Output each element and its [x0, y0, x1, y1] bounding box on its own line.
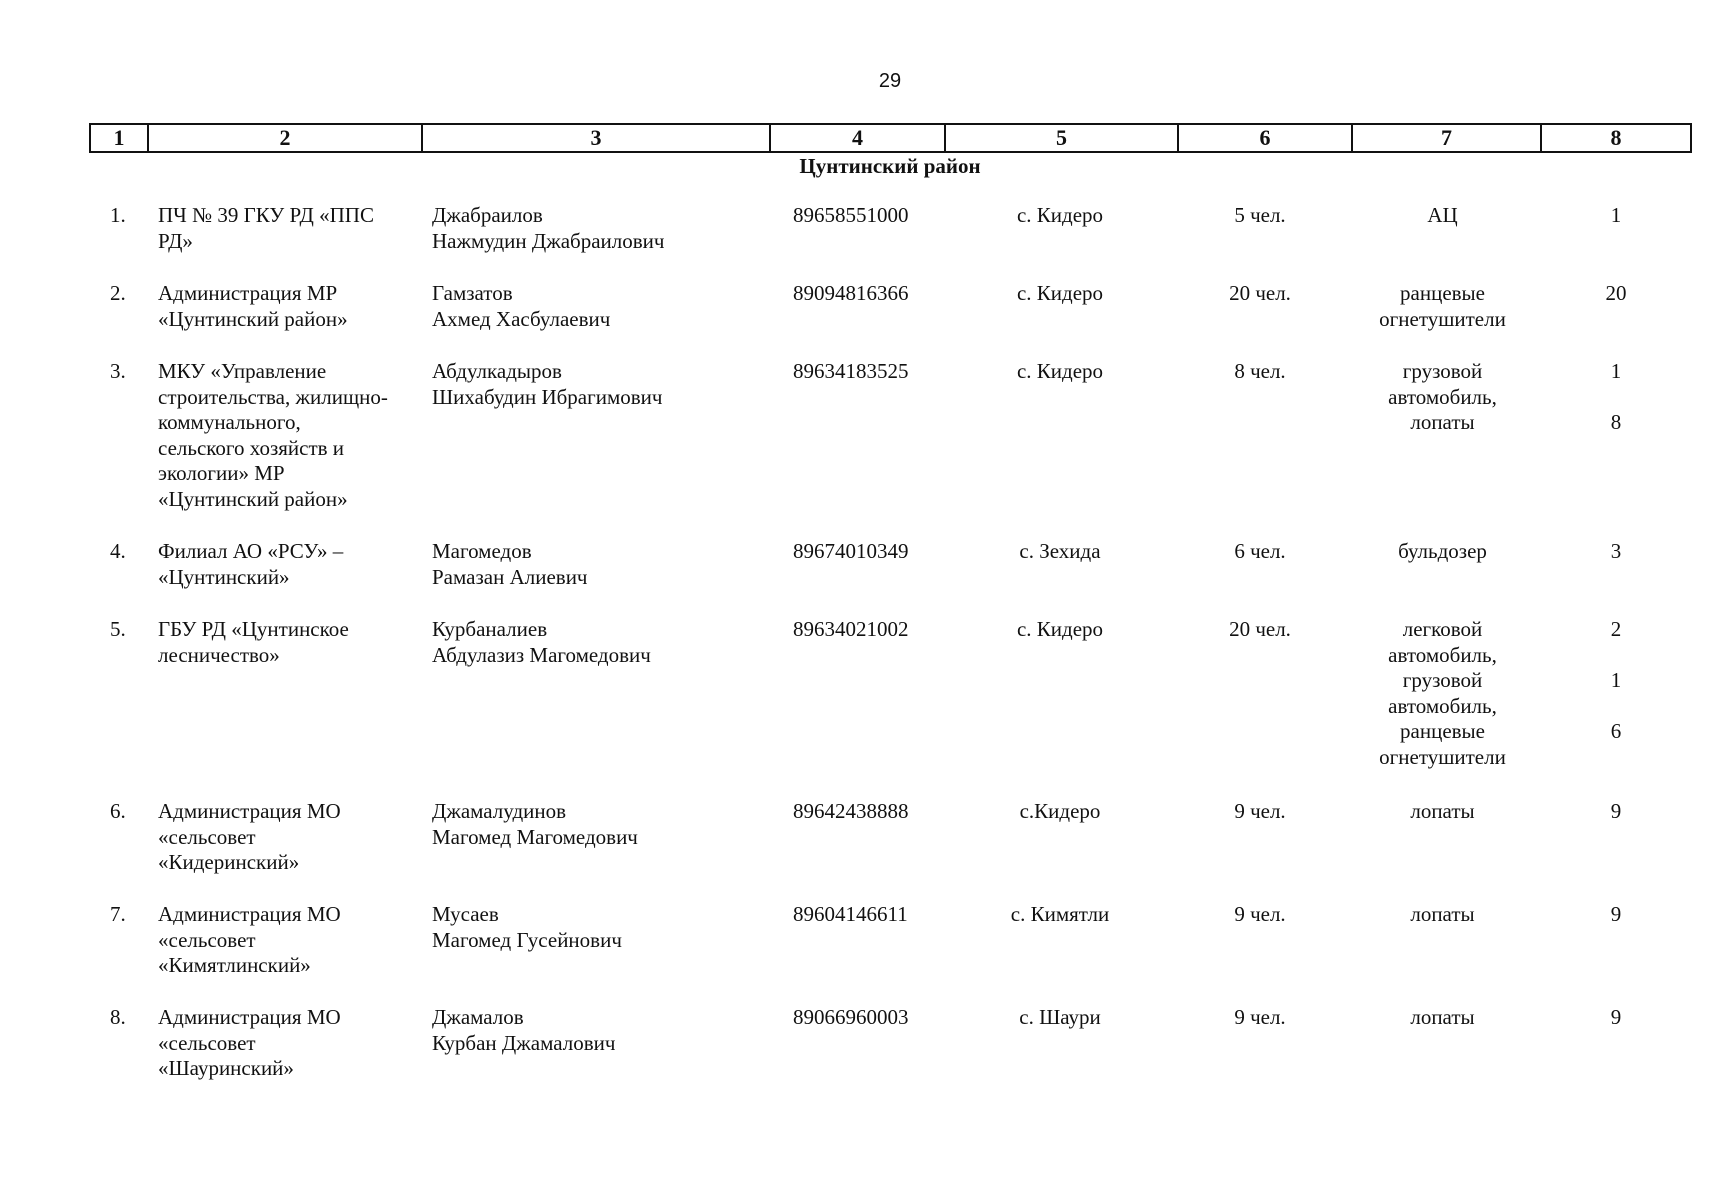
equipment-quantity-line: [1586, 385, 1646, 411]
phone-number: 89674010349: [793, 539, 909, 563]
equipment-quantity-line: 6: [1610, 719, 1622, 743]
header-col-1: 1: [90, 124, 148, 152]
organization-name: [158, 1005, 413, 1082]
responsible-person-line: Мусаев: [432, 902, 499, 926]
header-col-5: 5: [945, 124, 1178, 152]
phone-number: 89066960003: [793, 1005, 909, 1029]
organization-name: [158, 799, 413, 876]
responsible-person-line: Абдулкадыров: [432, 359, 562, 383]
organization-name-line: Администрация МО: [158, 1005, 341, 1029]
organization-name-line: РД»: [158, 228, 193, 253]
equipment-line: легковой: [1402, 617, 1483, 641]
location: с. Кидеро: [1016, 359, 1104, 383]
organization-name-line: ГБУ РД «Цунтинское: [158, 617, 349, 641]
row-number: 5.: [110, 617, 126, 641]
equipment-line: автомобиль,: [1388, 693, 1497, 718]
header-col-7: 7: [1352, 124, 1541, 152]
equipment-quantity: [1586, 1005, 1646, 1031]
location: с. Кидеро: [1016, 617, 1104, 641]
responsible-person: [432, 203, 732, 254]
phone-number: 89658551000: [793, 203, 909, 227]
organization-name: [158, 617, 413, 668]
responsible-person: [432, 1005, 732, 1056]
location: с. Зехида: [1019, 539, 1101, 563]
responsible-person-line: Шихабудин Ибрагимович: [432, 384, 663, 409]
header-col-6: 6: [1178, 124, 1352, 152]
equipment: [1340, 203, 1545, 229]
row-number: 8.: [110, 1005, 126, 1029]
location: с. Кидеро: [1016, 203, 1104, 227]
equipment: [1340, 359, 1545, 436]
equipment: [1340, 902, 1545, 928]
equipment-quantity-line: 9: [1610, 799, 1622, 823]
organization-name-line: экологии» МР: [158, 461, 285, 485]
responsible-person: [432, 902, 732, 953]
header-col-8: 8: [1541, 124, 1691, 152]
equipment-quantity-line: [1586, 694, 1646, 720]
equipment-quantity-line: [1586, 643, 1646, 669]
organization-name: [158, 359, 413, 512]
responsible-person-line: Гамзатов: [432, 281, 513, 305]
equipment-quantity-line: 3: [1610, 539, 1622, 563]
equipment-quantity-line: [1586, 745, 1646, 771]
organization-name-line: МКУ «Управление: [158, 359, 327, 383]
organization-name-line: «сельсовет: [158, 1030, 256, 1055]
personnel-count: 9 чел.: [1234, 799, 1286, 823]
organization-name: [158, 203, 413, 254]
page-number: 29: [878, 70, 902, 92]
responsible-person-line: Магомед Гусейнович: [432, 927, 622, 952]
organization-name-line: Администрация МР: [158, 281, 338, 305]
organization-name-line: строительства, жилищно-: [158, 384, 388, 409]
equipment-line: огнетушители: [1379, 306, 1506, 331]
equipment-quantity: [1586, 539, 1646, 565]
organization-name-line: «Кимятлинский»: [158, 953, 311, 977]
equipment-quantity: [1586, 203, 1646, 229]
organization-name: [158, 902, 413, 979]
phone-number: 89634183525: [793, 359, 909, 383]
equipment-quantity-line: 9: [1610, 1005, 1622, 1029]
header-col-4: 4: [770, 124, 945, 152]
equipment-quantity-line: 2: [1610, 617, 1622, 641]
equipment-line: автомобиль,: [1388, 642, 1497, 667]
equipment-line: автомобиль,: [1388, 384, 1497, 409]
organization-name-line: лесничество»: [158, 642, 280, 667]
personnel-count: 20 чел.: [1229, 281, 1291, 305]
equipment-quantity-line: 9: [1610, 902, 1622, 926]
responsible-person-line: Ахмед Хасбулаевич: [432, 306, 611, 331]
organization-name-line: «Шауринский»: [158, 1056, 294, 1080]
organization-name-line: ПЧ № 39 ГКУ РД «ППС: [158, 203, 374, 227]
row-number: 4.: [110, 539, 126, 563]
organization-name-line: Администрация МО: [158, 902, 341, 926]
equipment-line: лопаты: [1410, 799, 1475, 823]
row-number: 2.: [110, 281, 126, 305]
organization-name: [158, 539, 413, 590]
phone-number: 89094816366: [793, 281, 909, 305]
equipment: [1340, 281, 1545, 332]
location: с. Кидеро: [1016, 281, 1104, 305]
column-number-header: [89, 123, 1692, 153]
row-number: 7.: [110, 902, 126, 926]
equipment-line: АЦ: [1427, 203, 1458, 227]
responsible-person-line: Джамалудинов: [432, 799, 567, 823]
responsible-person-line: Курбан Джамалович: [432, 1030, 616, 1055]
responsible-person-line: Магомедов: [432, 539, 532, 563]
equipment-quantity: [1586, 902, 1646, 928]
responsible-person-line: Нажмудин Джабраилович: [432, 228, 665, 253]
equipment: [1340, 799, 1545, 825]
equipment: [1340, 617, 1545, 770]
responsible-person: [432, 281, 732, 332]
equipment-line: грузовой: [1402, 668, 1483, 692]
row-number: 3.: [110, 359, 126, 383]
equipment-line: лопаты: [1410, 902, 1475, 926]
equipment-quantity-line: 1: [1610, 668, 1622, 692]
responsible-person: [432, 799, 732, 850]
equipment-line: грузовой: [1402, 359, 1483, 383]
equipment-quantity: [1586, 281, 1646, 307]
organization-name-line: «Кидеринский»: [158, 850, 300, 874]
equipment-line: ранцевые: [1400, 719, 1485, 743]
row-number: 6.: [110, 799, 126, 823]
personnel-count: 6 чел.: [1234, 539, 1286, 563]
equipment-line: лопаты: [1410, 410, 1475, 434]
organization-name-line: «Цунтинский район»: [158, 306, 348, 331]
organization-name: [158, 281, 413, 332]
header-col-2: 2: [148, 124, 422, 152]
equipment-line: огнетушители: [1379, 744, 1506, 769]
organization-name-line: коммунального,: [158, 410, 301, 434]
organization-name-line: сельского хозяйств и: [158, 435, 345, 460]
responsible-person: [432, 359, 732, 410]
equipment-line: бульдозер: [1398, 539, 1487, 563]
row-number: 1.: [110, 203, 126, 227]
location: с.Кидеро: [1019, 799, 1101, 823]
section-title: Цунтинский район: [799, 154, 981, 178]
equipment-quantity-line: 20: [1605, 281, 1627, 305]
personnel-count: 8 чел.: [1234, 359, 1286, 383]
organization-name-line: «Цунтинский район»: [158, 486, 348, 511]
responsible-person-line: Курбаналиев: [432, 617, 548, 641]
equipment-line: лопаты: [1410, 1005, 1475, 1029]
responsible-person-line: Магомед Магомедович: [432, 824, 638, 849]
organization-name-line: «сельсовет: [158, 927, 256, 952]
equipment-quantity-line: 8: [1610, 410, 1622, 434]
organization-name-line: Филиал АО «РСУ» –: [158, 539, 344, 563]
header-col-3: 3: [422, 124, 770, 152]
responsible-person: [432, 617, 732, 668]
organization-name-line: «Цунтинский»: [158, 564, 290, 589]
phone-number: 89642438888: [793, 799, 909, 823]
personnel-count: 9 чел.: [1234, 1005, 1286, 1029]
equipment-quantity-line: 1: [1610, 359, 1622, 383]
location: с. Шаури: [1019, 1005, 1101, 1029]
location: с. Кимятли: [1010, 902, 1110, 926]
responsible-person-line: Абдулазиз Магомедович: [432, 642, 651, 667]
organization-name-line: Администрация МО: [158, 799, 341, 823]
personnel-count: 9 чел.: [1234, 902, 1286, 926]
equipment-line: ранцевые: [1400, 281, 1485, 305]
phone-number: 89604146611: [793, 902, 908, 926]
personnel-count: 20 чел.: [1229, 617, 1291, 641]
organization-name-line: «сельсовет: [158, 824, 256, 849]
personnel-count: 5 чел.: [1234, 203, 1286, 227]
equipment: [1340, 1005, 1545, 1031]
equipment-quantity: [1586, 799, 1646, 825]
equipment-quantity-line: 1: [1610, 203, 1622, 227]
responsible-person: [432, 539, 732, 590]
equipment-quantity: [1586, 617, 1646, 770]
equipment: [1340, 539, 1545, 565]
equipment-quantity: [1586, 359, 1646, 436]
responsible-person-line: Рамазан Алиевич: [432, 564, 588, 589]
responsible-person-line: Джамалов: [432, 1005, 524, 1029]
responsible-person-line: Джабраилов: [432, 203, 543, 227]
phone-number: 89634021002: [793, 617, 909, 641]
